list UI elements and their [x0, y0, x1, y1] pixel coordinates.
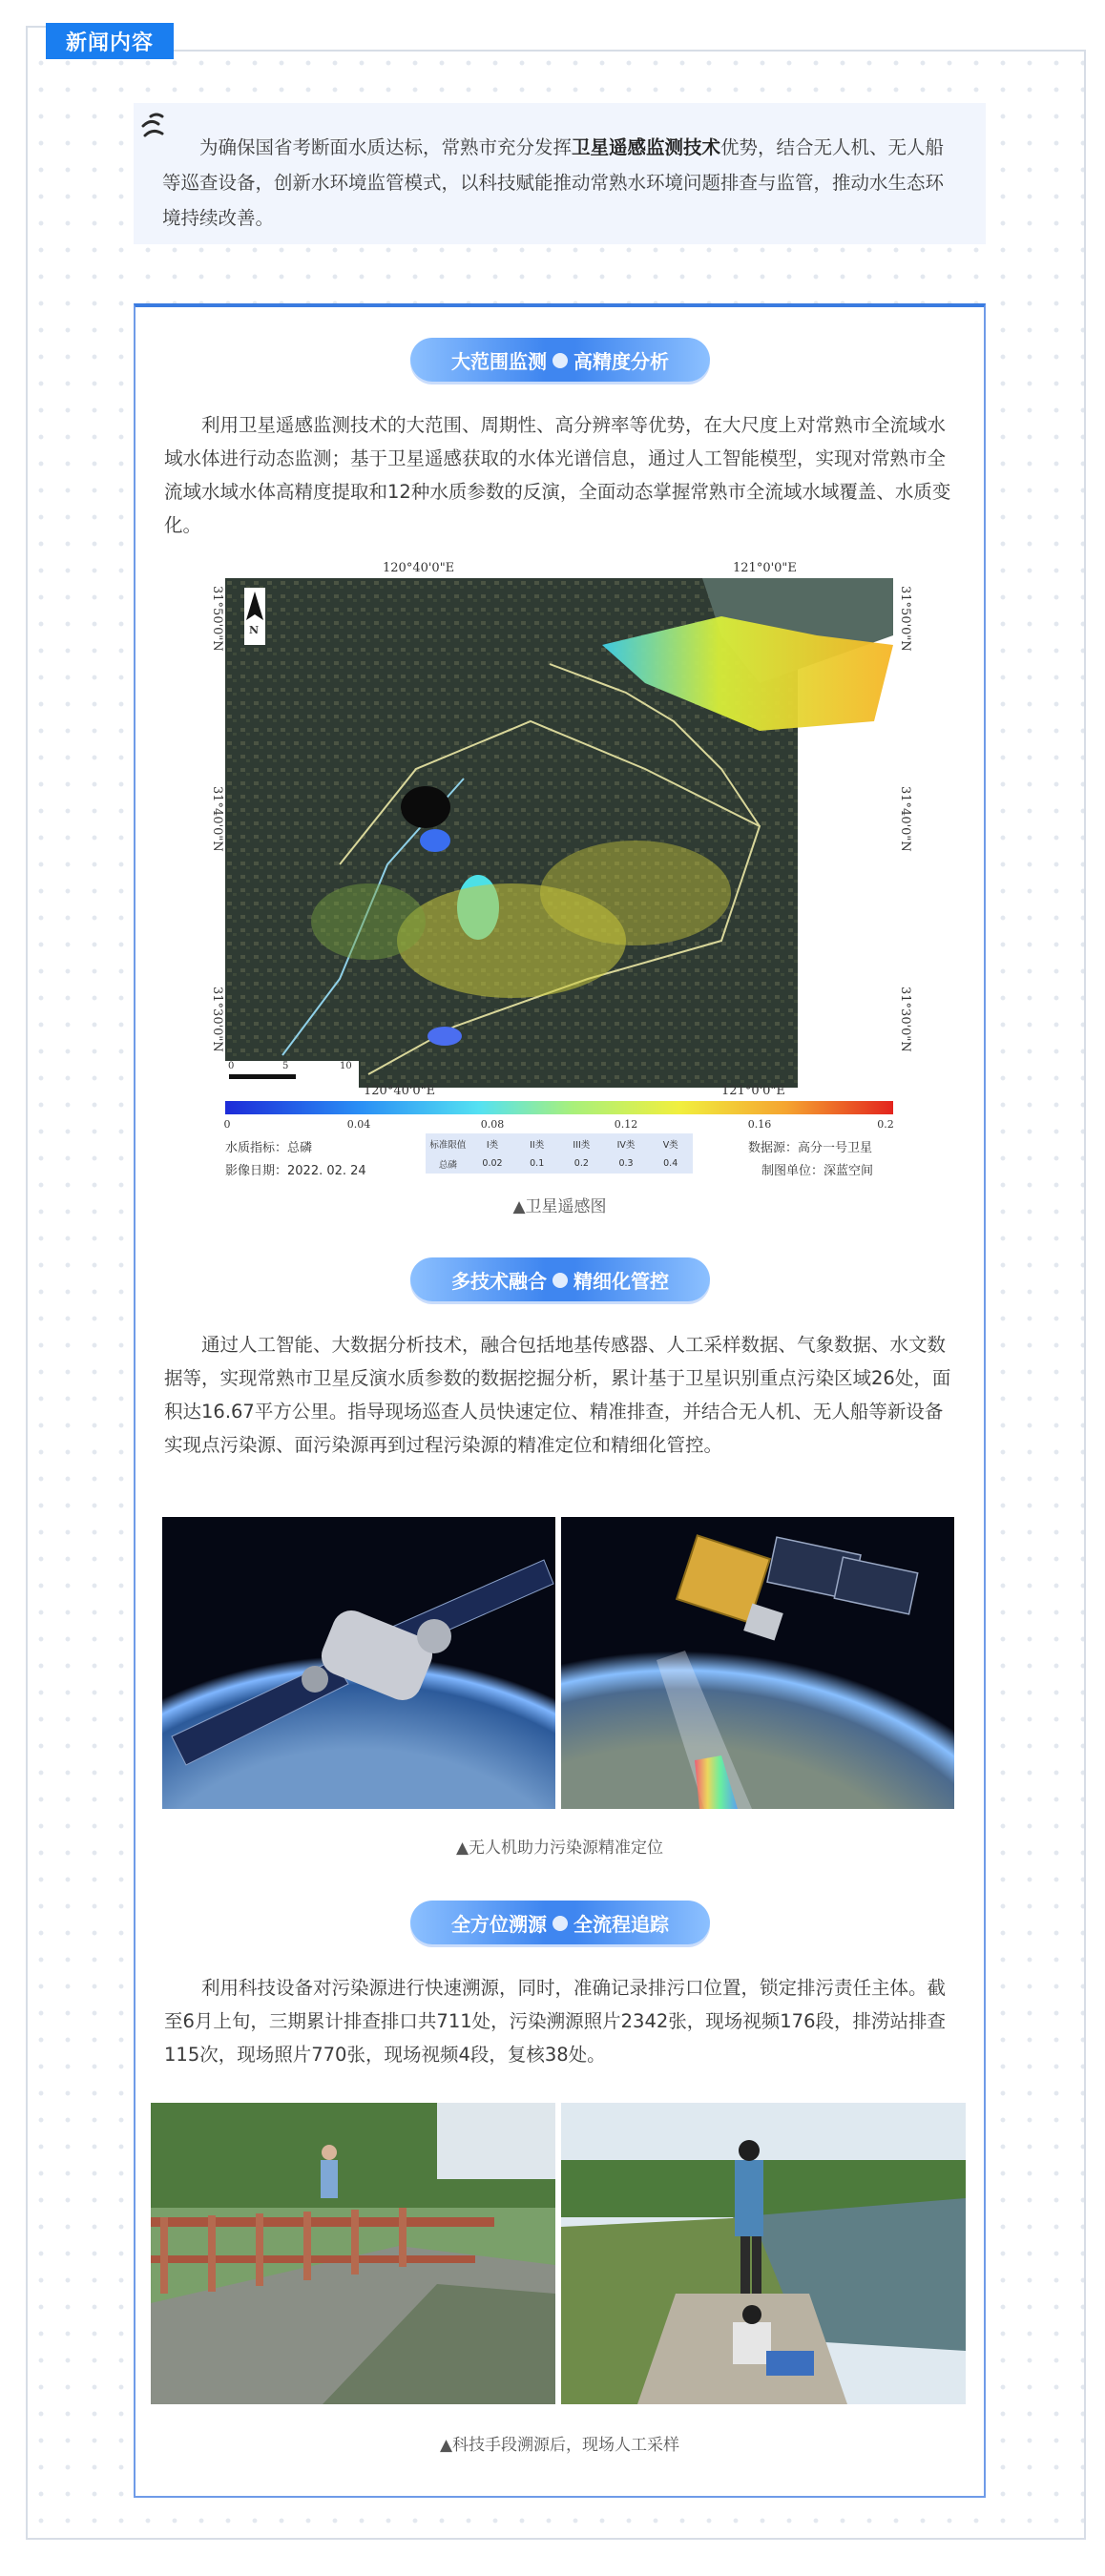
field-sampling-photo [561, 2103, 966, 2404]
map-lat-bot-left: 31°30'0"N [210, 987, 224, 1052]
section-2-paragraph: 通过人工智能、大数据分析技术，融合包括地基传感器、人工采样数据、气象数据、水文数据等，实现常熟市卫星反演水质参数的数据挖掘分析，累计基于卫星识别重点污染区域26处，面积达16.67平方公里。指导现场巡查人员快速定位、精准排查，并结合无人机、无人船等新设备实现点污染源、面污染源再到过程污染源的精准定位和精细化管控。 [164, 1334, 951, 1456]
table-row [426, 1153, 693, 1174]
space-station-photo [162, 1517, 555, 1809]
map-lon-bottom-left: 120°40'0"E [364, 1084, 436, 1098]
dot-separator-icon [552, 1273, 568, 1288]
table-cell: 0.4 [663, 1158, 678, 1169]
table-cell: 标准限值 [429, 1139, 467, 1151]
map-lon-top-right: 121°0'0"E [733, 561, 797, 575]
quote-lines-icon [139, 107, 172, 145]
map-lat-top-right: 31°50'0"N [898, 586, 912, 652]
section-3-caption: ▲科技手段溯源后，现场人工采样 [439, 2436, 680, 2455]
map-lat-mid-right: 31°40'0"N [898, 786, 912, 852]
map-drawing [225, 578, 893, 1088]
legend-tick: 0.08 [480, 1118, 505, 1131]
legend-tick: 0.12 [614, 1118, 638, 1131]
water-quality-standard-table [426, 1133, 693, 1174]
map-image [225, 578, 893, 1088]
section-2-title-b: 精细化管控 [573, 1269, 669, 1293]
table-cell: 0.02 [482, 1158, 503, 1169]
section-title-1 [410, 338, 710, 382]
table-cell: 0.1 [530, 1158, 545, 1169]
scale-10: 10 [340, 1061, 352, 1071]
table-cell: 0.3 [618, 1158, 634, 1169]
map-lon-top-left: 120°40'0"E [383, 561, 455, 575]
intro-text-before: 为确保国省考断面水质达标，常熟市充分发挥 [199, 136, 573, 158]
intro-text-bold: 卫星遥感监测技术 [572, 136, 721, 158]
map-lat-mid-left: 31°40'0"N [210, 786, 224, 852]
map-lat-bot-right: 31°30'0"N [898, 987, 912, 1052]
dot-separator-icon [552, 1916, 568, 1931]
map-indicator: 水质指标：总磷 [225, 1141, 313, 1155]
scale-5: 5 [282, 1061, 289, 1071]
intro-paragraph [134, 103, 986, 244]
section-1-title-a: 大范围监测 [451, 349, 547, 373]
table-cell: 总磷 [438, 1159, 457, 1171]
table-header-row [426, 1133, 693, 1153]
section-3-title-b: 全流程追踪 [573, 1912, 669, 1936]
table-cell: III类 [573, 1139, 591, 1151]
map-image-date: 影像日期：2022. 02. 24 [225, 1164, 366, 1178]
table-cell: I类 [486, 1139, 499, 1151]
scale-0: 0 [228, 1061, 235, 1071]
north-arrow-label: N [249, 624, 260, 636]
legend-tick: 0.16 [747, 1118, 772, 1131]
section-2-caption: ▲无人机助力污染源精准定位 [455, 1839, 664, 1858]
section-2-title-a: 多技术融合 [451, 1269, 547, 1293]
frame-top-line [172, 50, 1086, 52]
map-data-source: 数据源：高分一号卫星 [748, 1141, 873, 1155]
section-1-caption: ▲卫星遥感图 [512, 1197, 607, 1216]
satellite-remote-sensing-map [210, 561, 912, 1178]
table-cell: II类 [530, 1139, 545, 1151]
table-cell: 0.2 [573, 1158, 589, 1169]
section-1-paragraph: 利用卫星遥感监测技术的大范围、周期性、高分辨率等优势，在大尺度上对常熟市全流域水域水体进行动态监测；基于卫星遥感获取的水体光谱信息，通过人工智能模型，实现对常熟市全流域水域水体高精度提取和12种水质参数的反演，全面动态掌握常熟市全流域水域覆盖、水质变化。 [164, 414, 951, 536]
legend-color-bar [225, 1101, 893, 1114]
dot-separator-icon [552, 353, 568, 368]
intro-text-after: 优势，结合无人机、无人船等巡查设备，创新水环境监管模式，以科技赋能推动常熟水环境问题排查与监管，推动水生态环境持续改善。 [162, 136, 945, 229]
map-maker: 制图单位：深蓝空间 [761, 1164, 874, 1178]
riverbank-sampling-photo [151, 2103, 555, 2404]
section-title-3 [410, 1901, 710, 1944]
news-content-tag: 新闻内容 [46, 23, 174, 59]
legend-ticks [225, 1118, 893, 1133]
satellite-photo [561, 1517, 954, 1809]
legend-tick: 0.04 [346, 1118, 371, 1131]
section-title-2 [410, 1257, 710, 1301]
section-3-paragraph: 利用科技设备对污染源进行快速溯源，同时，准确记录排污口位置，锁定排污责任主体。截至6月上旬，三期累计排查排口共711处，污染溯源照片2342张，现场视频176段，排涝站排查115次，现场照片770张，现场视频4段，复核38处。 [164, 1977, 947, 2066]
map-lon-bottom-right: 121°0'0"E [721, 1084, 785, 1098]
section-1-title-b: 高精度分析 [573, 349, 669, 373]
map-lat-top-left: 31°50'0"N [210, 586, 224, 652]
table-cell: V类 [662, 1139, 678, 1151]
legend-tick: 0.2 [877, 1118, 894, 1131]
legend-tick: 0 [223, 1118, 231, 1131]
section-3-title-a: 全方位溯源 [451, 1912, 547, 1936]
table-cell: IV类 [616, 1139, 636, 1151]
